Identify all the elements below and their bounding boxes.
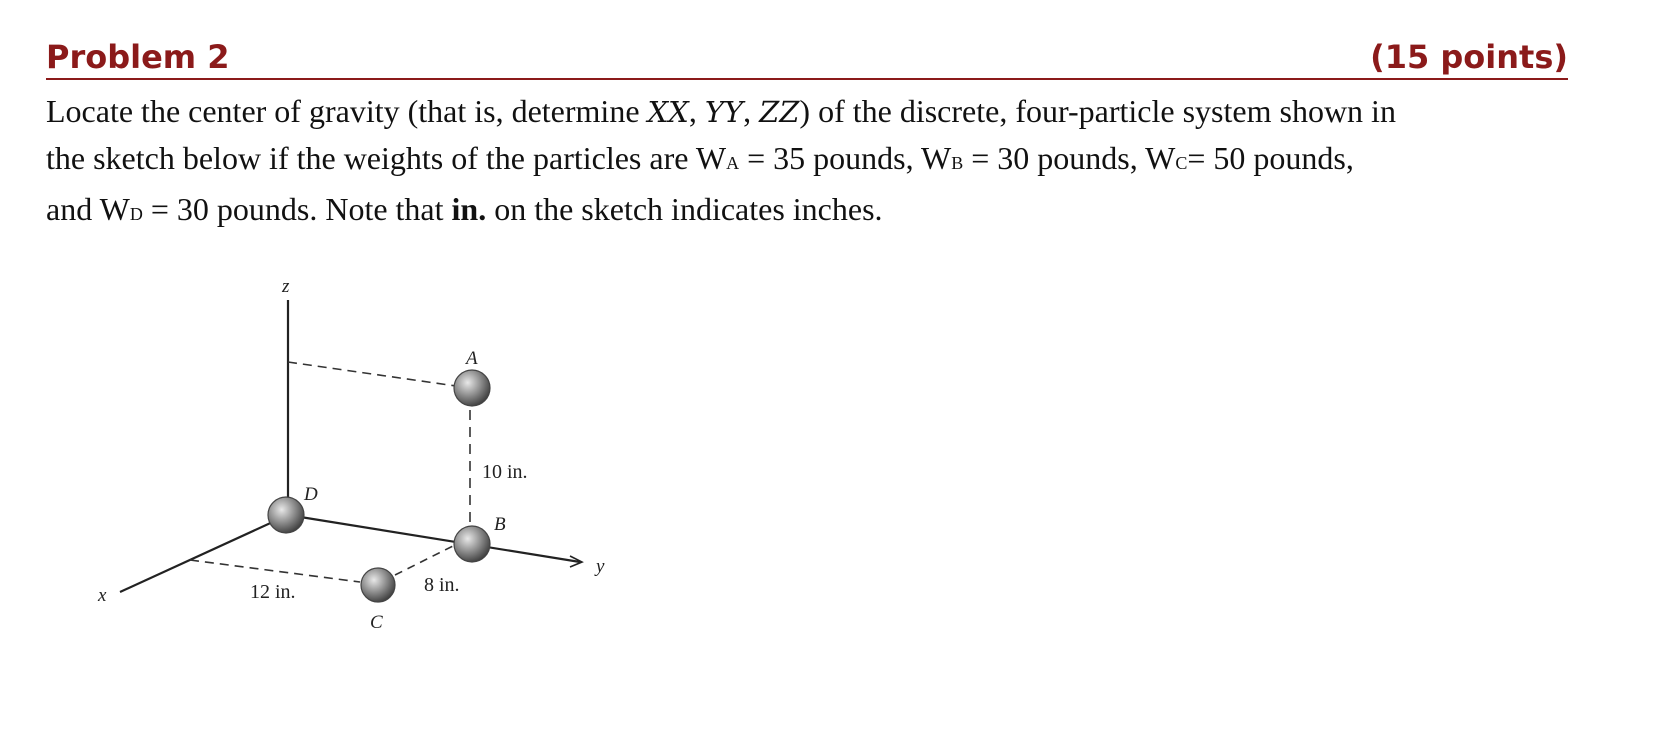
statement-line-1 [46,88,1626,135]
problem-statement [46,88,1626,237]
statement-line-3 [46,186,1626,237]
statement-text: , [743,93,760,129]
statement-line-2 [46,135,1626,186]
problem-title: Problem 2 [46,38,230,76]
statement-text: and W [46,191,130,227]
dimension-12-in: 12 in. [250,581,296,603]
statement-text: on the sketch indicates inches. [486,191,883,227]
statement-text: the sketch below if the weights of the particles are W [46,140,727,176]
weight-d-value: = 30 pounds. Note that [142,191,452,227]
point-d-label: D [304,484,318,505]
problem-header [46,36,1568,80]
particle-system-sketch [90,270,650,660]
axis-x-label: x [98,585,107,606]
variable-yy: YY [704,95,744,129]
particle-d [268,497,304,533]
weight-c-value: = 50 pounds, [1187,140,1354,176]
variable-zz: ZZ [759,95,800,129]
subscript-c: C [1175,153,1188,173]
point-c-label: C [370,612,383,633]
point-a-label: A [466,348,478,369]
guide-c-to-x [190,560,360,582]
subscript-d: D [129,204,143,224]
statement-text: , [688,93,705,129]
problem-points: (15 points) [1370,38,1568,76]
particle-a [454,370,490,406]
guide-a-to-z [288,362,470,388]
subscript-a: A [726,153,740,173]
weight-a-value: = 35 pounds, W [739,140,952,176]
weight-b-value: = 30 pounds, W [963,140,1176,176]
subscript-b: B [951,153,964,173]
particle-c [361,568,395,602]
point-b-label: B [494,514,506,535]
axis-y-label: y [596,556,605,577]
variable-xx: XX [647,95,689,129]
dimension-10-in: 10 in. [482,461,528,483]
bold-in: in. [451,191,487,227]
statement-text: ) of the discrete, four-particle system shown in [799,93,1396,129]
statement-text: Locate the center of gravity (that is, determine [46,93,648,129]
dimension-8-in: 8 in. [424,574,460,596]
particle-b [454,526,490,562]
axis-z-label: z [282,276,290,297]
